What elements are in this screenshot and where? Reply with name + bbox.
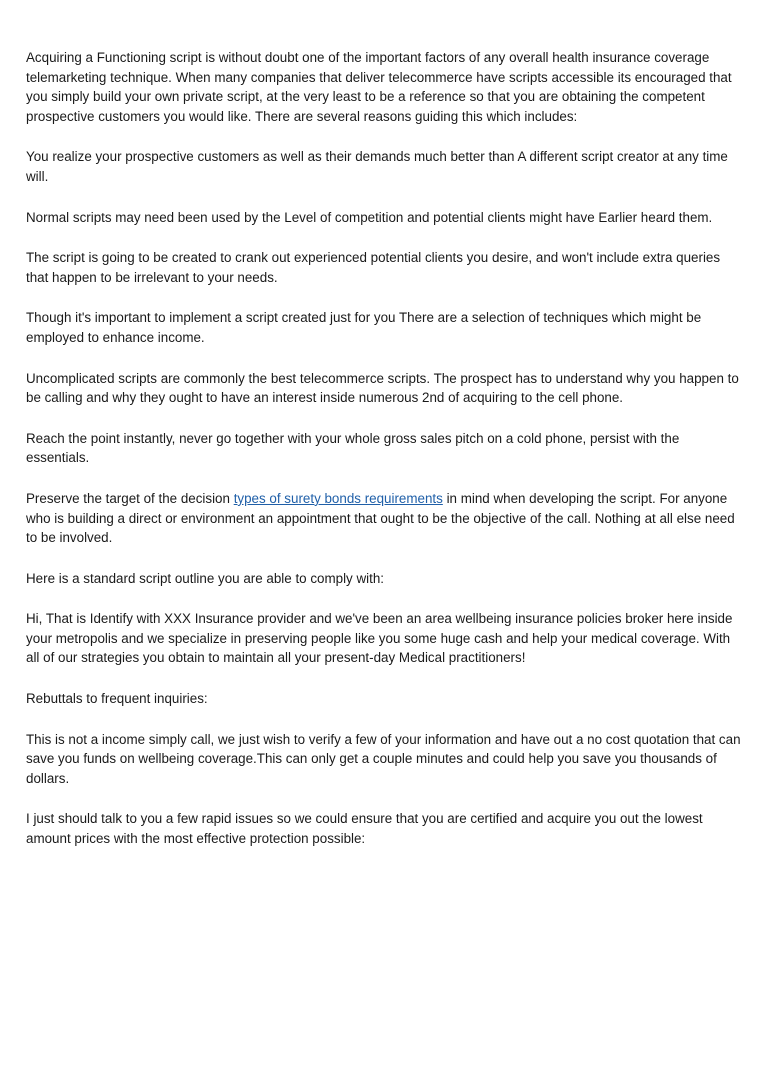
paragraph-greeting: Hi, That is Identify with XXX Insurance provider and we've been an area wellbeing insurance policies broker here inside your metropolis and we specialize in preserving people like you some huge cash and help your medical coverage. With all of our strategies you obtain to maintain all your present-day Medical practitioners!: [26, 611, 733, 666]
paragraph-intro: Acquiring a Functioning script is without doubt one of the important factors of any overall health insurance coverage telemarketing technique. When many companies that deliver telecommerce have scripts accessible its encouraged that you simply build your own private script, at the very least to be a reference so that you are obtaining the competent prospective customers you would like. There are several reasons guiding this which includes:: [26, 50, 732, 124]
paragraph-rebuttals-heading: Rebuttals to frequent inquiries:: [26, 691, 208, 707]
paragraph-reach-point: Reach the point instantly, never go together with your whole gross sales pitch on a cold phone, persist with the essentials.: [26, 430, 680, 466]
paragraph-script-created: The script is going to be created to crank out experienced potential clients you desire, and won't include extra queries that happen to be irrelevant to your needs.: [26, 250, 721, 285]
surety-bonds-link[interactable]: types of surety bonds requirements: [233, 490, 443, 506]
paragraph-uncomplicated-scripts: Uncomplicated scripts are commonly the best telecommerce scripts. The prospect has to understand why you happen to be calling and why they ought to have an interest inside numerous 2nd of acquiring to the cell phone.: [26, 370, 739, 406]
paragraph-rebuttal-questions: I just should talk to you a few rapid issues so we could ensure that you are certified and acquire you out the lowest amount prices with the most effective protection possible:: [26, 811, 703, 847]
paragraph-know-customers: You realize your prospective customers as well as their demands much better than A different script creator at any time will.: [26, 149, 728, 184]
paragraph-normal-scripts: Normal scripts may need been used by the Level of competition and potential clients might have Earlier heard them.: [26, 209, 713, 225]
paragraph-text-before-link: Preserve the target of the decision: [26, 490, 234, 506]
paragraph-rebuttal-income: This is not a income simply call, we just wish to verify a few of your information and have out a no cost quotation that can save you funds on wellbeing coverage.This can only get a couple minutes and could help you save you thousands of dollars.: [26, 731, 741, 786]
paragraph-techniques: Though it's important to implement a script created just for you There are a selection of techniques which might be employed to enhance income.: [26, 310, 702, 345]
paragraph-text-after-link: in mind when developing the script. For anyone who is building a direct or environment an appointment that ought to be the objective of the call. Nothing at all else need to be involved.: [26, 490, 735, 546]
paragraph-preserve-target: [26, 489, 746, 548]
document-body: [26, 48, 746, 870]
paragraph-script-outline: Here is a standard script outline you are able to comply with:: [26, 570, 385, 586]
